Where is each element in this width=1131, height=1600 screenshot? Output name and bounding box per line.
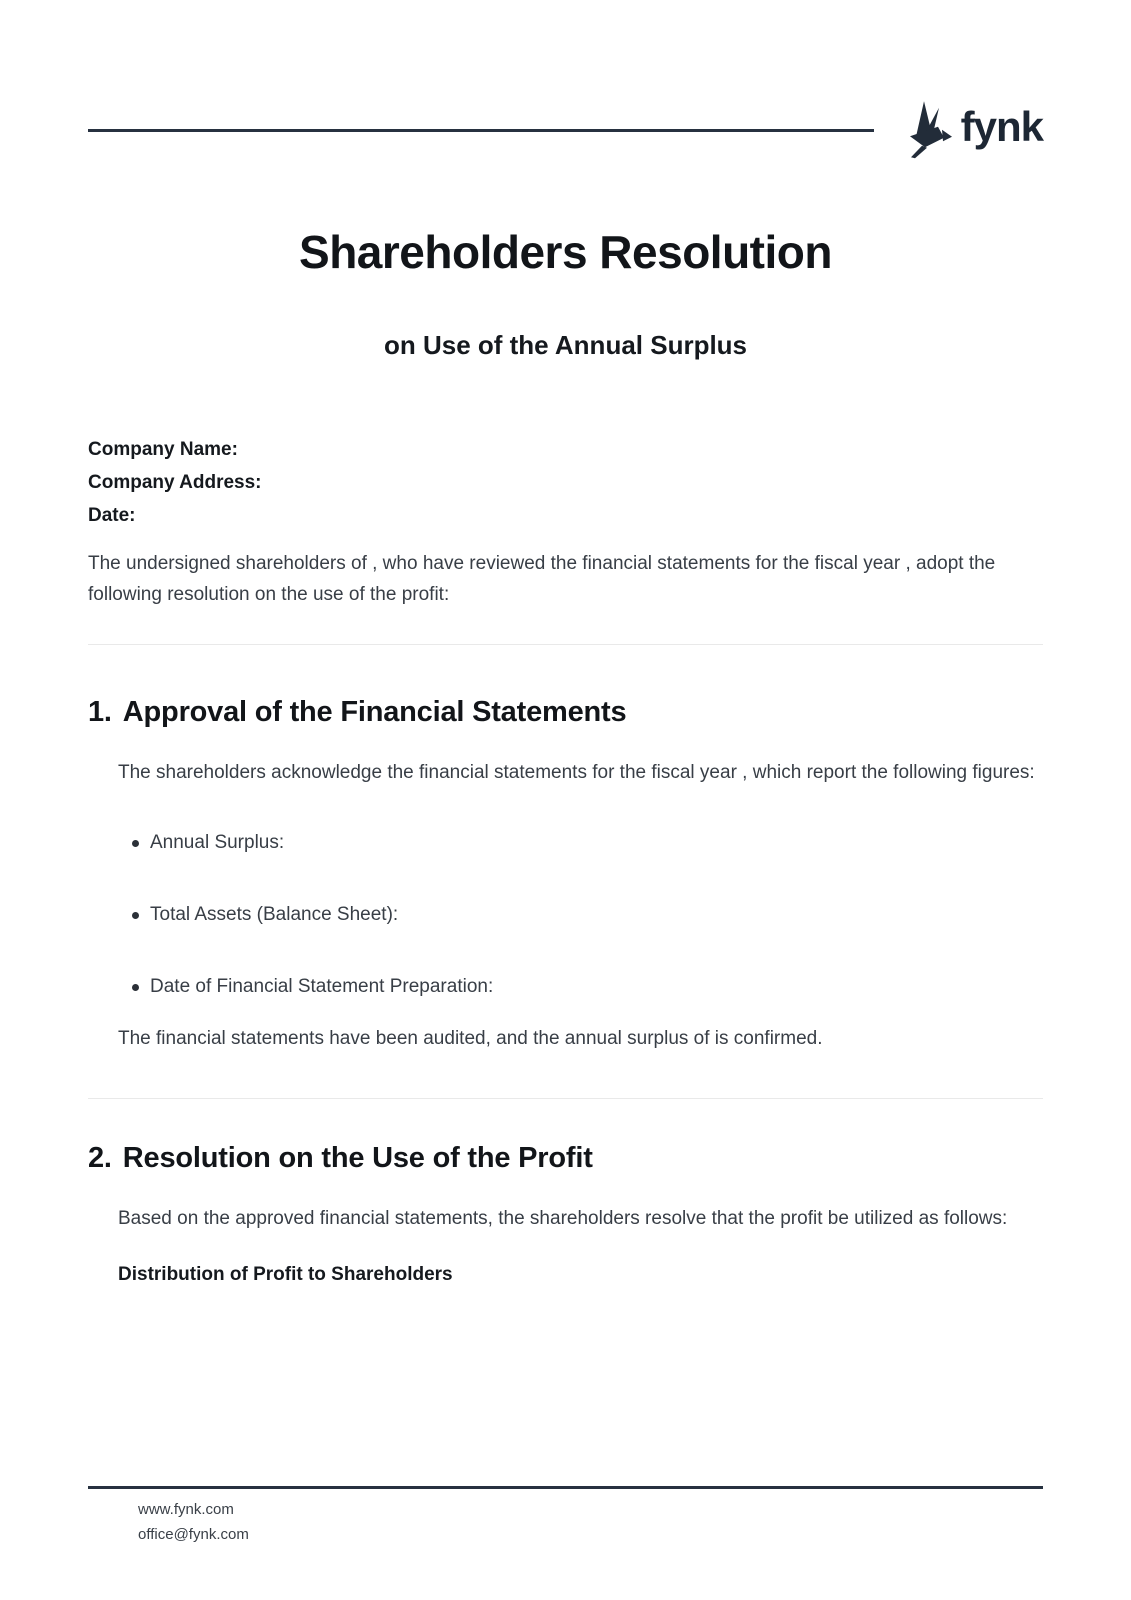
section-1-heading-text: Approval of the Financial Statements (122, 696, 627, 728)
section-2-body (88, 1203, 1043, 1288)
section-1-number: 1. (88, 696, 112, 728)
page-footer (88, 1486, 1043, 1547)
bullet-dot-icon (132, 912, 139, 919)
footer-website: www.fynk.com (138, 1501, 234, 1518)
fynk-logo (902, 101, 1043, 159)
list-item-label: Date of Financial Statement Preparation: (150, 976, 494, 997)
date-label: Date: (88, 505, 136, 526)
company-name-label: Company Name: (88, 439, 238, 460)
section-2 (88, 1141, 1043, 1288)
list-item-statement-date (132, 974, 1043, 1000)
footer-links (88, 1489, 1043, 1547)
section-2-heading (88, 1141, 1043, 1175)
document-title: Shareholders Resolution (299, 226, 832, 278)
footer-email: office@fynk.com (138, 1526, 249, 1543)
bullet-dot-icon (132, 984, 139, 991)
company-address-label: Company Address: (88, 472, 262, 493)
document-intro-paragraph: The undersigned shareholders of , who have reviewed the financial statements for the fiscal year , adopt the following resolution on the use of the profit: (88, 553, 996, 605)
section-2-intro-paragraph: Based on the approved financial statements, the shareholders resolve that the profit be utilized as follows: (118, 1208, 1008, 1229)
section-1-intro-paragraph: The shareholders acknowledge the financial statements for the fiscal year , which report the following figures: (118, 762, 1035, 783)
fynk-bird-icon (902, 101, 952, 159)
document-subtitle: on Use of the Annual Surplus (383, 330, 748, 360)
company-meta-block (88, 433, 1043, 532)
logo-text: fynk (960, 103, 1043, 150)
section-2-heading-text: Resolution on the Use of the Profit (122, 1142, 593, 1174)
page-header (88, 97, 1043, 163)
section-1-body (88, 757, 1043, 1054)
section-1 (88, 695, 1043, 1054)
section-divider-2 (88, 1098, 1043, 1099)
bullet-dot-icon (132, 840, 139, 847)
distribution-subheading: Distribution of Profit to Shareholders (118, 1264, 453, 1285)
section-2-number: 2. (88, 1142, 112, 1174)
list-item-label: Total Assets (Balance Sheet): (150, 904, 399, 925)
list-item-annual-surplus (132, 830, 1043, 856)
section-divider-1 (88, 644, 1043, 645)
list-item-total-assets (132, 902, 1043, 928)
header-rule (88, 129, 874, 132)
section-1-heading (88, 695, 1043, 729)
list-item-label: Annual Surplus: (150, 832, 285, 853)
financial-figures-list (118, 830, 1043, 1000)
section-1-closing-paragraph: The financial statements have been audited, and the annual surplus of is confirmed. (118, 1028, 823, 1049)
